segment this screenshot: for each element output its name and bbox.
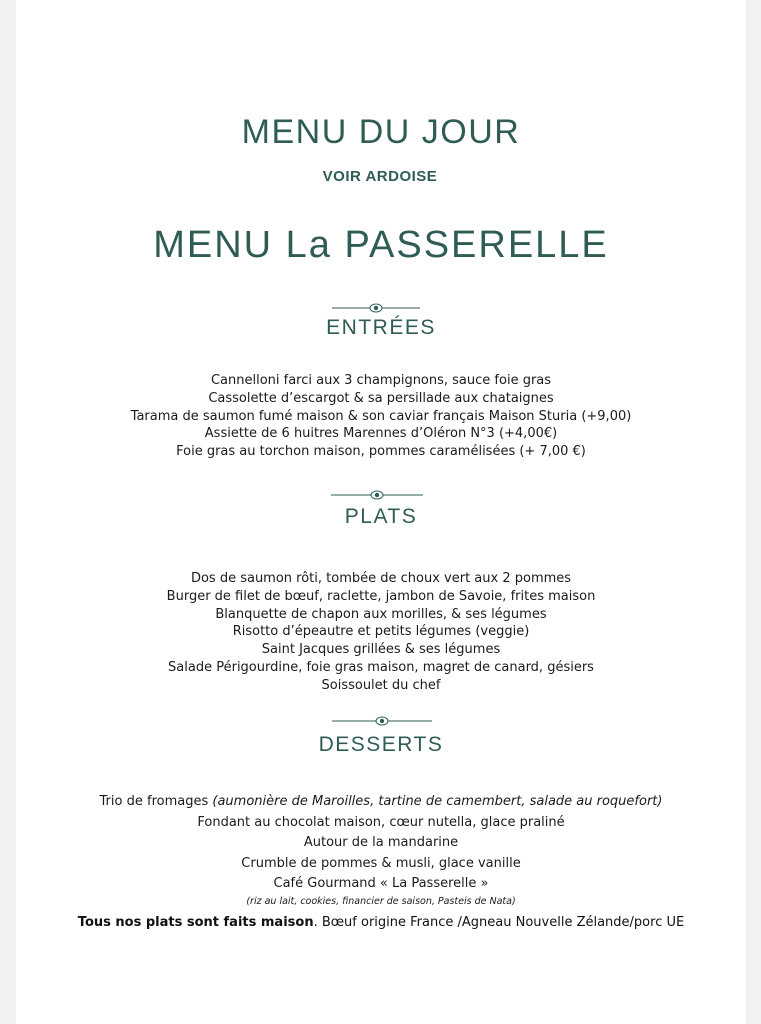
- desserts-list: [16, 793, 746, 909]
- menu-passerelle-title: MENU La PASSERELLE: [153, 224, 609, 266]
- section-title-entrees: ENTRÉES: [326, 316, 436, 339]
- list-item: Café Gourmand « La Passerelle »: [273, 876, 489, 892]
- list-item: Assiette de 6 huitres Marennes d’Oléron N°3 (+4,00€): [204, 426, 558, 442]
- footer-bold: Tous nos plats sont faits maison: [77, 915, 314, 930]
- voir-ardoise-subtitle: VOIR ARDOISE: [322, 168, 438, 185]
- list-item: Tarama de saumon fumé maison & son caviar français Maison Sturia (+9,00): [130, 408, 632, 424]
- footer-rest: . Bœuf origine France /Agneau Nouvelle Zélande/porc UE: [313, 915, 685, 930]
- list-item: Foie gras au torchon maison, pommes caramélisées (+ 7,00 €): [176, 444, 586, 460]
- trio-detail: (aumonière de Maroilles, tartine de camembert, salade au roquefort): [212, 794, 663, 809]
- cafe-gourmand-note: (riz au lait, cookies, financier de saison, Pasteis de Nata): [246, 895, 516, 907]
- list-item: Cassolette d’escargot & sa persillade aux chataignes: [208, 390, 554, 406]
- section-title-plats: PLATS: [344, 505, 418, 528]
- list-item: Saint Jacques grillées & ses légumes: [261, 642, 501, 658]
- plats-list: [16, 570, 746, 695]
- footer-note: [16, 915, 746, 930]
- ornament-divider-icon: [332, 302, 420, 314]
- list-item: Fondant au chocolat maison, cœur nutella, glace praliné: [197, 814, 565, 830]
- entrees-list: [16, 372, 746, 461]
- list-item: Autour de la mandarine: [303, 834, 459, 850]
- list-item: Burger de filet de bœuf, raclette, jambon de Savoie, frites maison: [166, 588, 596, 604]
- list-item: Risotto d’épeautre et petits légumes (veggie): [232, 624, 530, 640]
- section-title-desserts: DESSERTS: [318, 733, 444, 756]
- ornament-divider-icon: [332, 715, 432, 727]
- menu-du-jour-title: MENU DU JOUR: [241, 113, 521, 151]
- list-item: Cannelloni farci aux 3 champignons, sauce foie gras: [210, 373, 552, 388]
- ornament-divider-icon: [331, 489, 423, 501]
- list-item: Soissoulet du chef: [321, 677, 441, 693]
- trio-label: Trio de fromages: [99, 794, 209, 809]
- list-item: [16, 793, 746, 811]
- list-item: Salade Périgourdine, foie gras maison, magret de canard, gésiers: [168, 659, 594, 675]
- list-item: Blanquette de chapon aux morilles, & ses légumes: [215, 606, 547, 622]
- menu-page: [16, 0, 746, 1024]
- list-item: Dos de saumon rôti, tombée de choux vert aux 2 pommes: [190, 571, 572, 586]
- list-item: Crumble de pommes & musli, glace vanille: [241, 856, 521, 872]
